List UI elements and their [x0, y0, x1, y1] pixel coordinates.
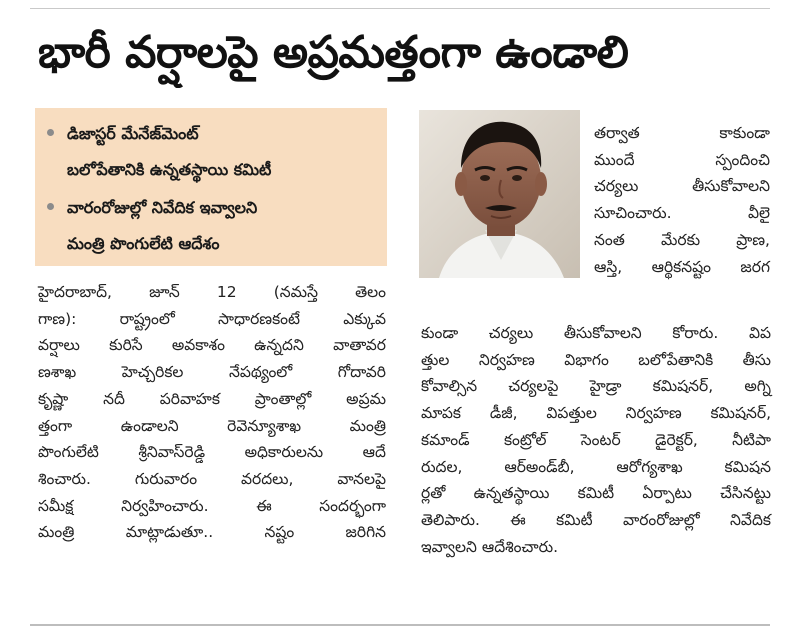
top-rule — [30, 8, 770, 9]
text-line: నంత మేరకు ప్రాణ, — [594, 230, 770, 249]
text-line: ణశాఖ హెచ్చరికల నేపథ్యంలో గోదావరి — [38, 363, 386, 382]
text-line: శించారు. గురువారం వరదలు, వానలపై — [38, 469, 386, 488]
text-line: మాపక డీజీ, విపత్తుల నిర్వహణ కమిషనర్, — [421, 404, 771, 423]
text-line: త్తుల నిర్వహణ విభాగం బలోపేతానికి తీసు — [421, 350, 771, 369]
highlight-item — [45, 190, 257, 262]
text-line: కమాండ్ కంట్రోల్ సెంటర్ డైరెక్టర్, నీటిపా — [421, 430, 771, 449]
highlight-line: బలోపేతానికి ఉన్నతస్థాయి కమిటీ — [67, 160, 272, 179]
text-line: తెలిపారు. ఈ కమిటీ వారంరోజుల్లో నివేదిక — [421, 510, 771, 529]
highlight-line: డిజాస్టర్ మేనేజ్‌మెంట్ — [67, 124, 199, 143]
bullet-icon — [47, 129, 54, 136]
text-line: ఆస్తి, ఆర్థికనష్టం జరగ — [594, 257, 770, 276]
article-column-right — [421, 320, 771, 560]
highlight-line: మంత్రి పొంగులేటి ఆదేశం — [67, 234, 220, 253]
text-line: సూచించారు. వీలై — [594, 204, 770, 223]
text-line: మంత్రి మాట్లాడుతూ.. నష్టం జరిగిన — [38, 523, 386, 542]
portrait-illustration — [419, 110, 580, 278]
text-line: కృష్ణా నదీ పరివాహక ప్రాంతాల్లో అప్రమ — [38, 389, 386, 408]
highlight-line: వారంరోజుల్లో నివేదిక ఇవ్వాలని — [67, 198, 258, 217]
portrait-photo — [419, 110, 580, 278]
bullet-icon — [47, 203, 54, 210]
text-line: ఇవ్వాలని ఆదేశించారు. — [421, 537, 559, 556]
text-line: చర్యలు తీసుకోవాలని — [594, 177, 770, 196]
text-line: పొంగులేటి శ్రీనివాస్‌రెడ్డి అధికారులను ఆదే — [38, 443, 386, 462]
article-column-left — [38, 279, 386, 546]
text-line: సమీక్ష నిర్వహించారు. ఈ సందర్భంగా — [38, 496, 386, 515]
text-line: ముందే స్పందించి — [594, 150, 770, 169]
highlight-box — [35, 108, 387, 266]
text-line: రుదల, ఆర్అండ్‌బీ, ఆరోగ్యశాఖ కమిషన — [421, 457, 771, 476]
text-line: తర్వాత కాకుండా — [594, 124, 770, 142]
highlight-item — [45, 116, 271, 188]
text-line: కోవాల్సిన చర్యలపై హైడ్రా కమిషనర్, అగ్ని — [421, 377, 771, 396]
bottom-rule — [30, 624, 770, 626]
headline: భారీ వర్షాలపై అప్రమత్తంగా ఉండాలి — [38, 27, 629, 78]
text-line: గాణ): రాష్ట్రంలో సాధారణకంటే ఎక్కువ — [38, 309, 386, 328]
text-line: ర్లతో ఉన్నతస్థాయి కమిటీ ఏర్పాటు చేసినట్టు — [421, 484, 771, 503]
text-line: త్తంగా ఉండాలని రెవెన్యూశాఖ మంత్రి — [38, 416, 386, 435]
text-line: హైదరాబాద్, జూన్ 12 (నమస్తే తెలం — [38, 283, 386, 301]
article-column-right-top — [594, 120, 770, 280]
text-line: కుండా చర్యలు తీసుకోవాలని కోరారు. విప — [421, 324, 771, 342]
text-line: వర్షాలు కురిసే అవకాశం ఉన్నదని వాతావర — [38, 336, 386, 355]
